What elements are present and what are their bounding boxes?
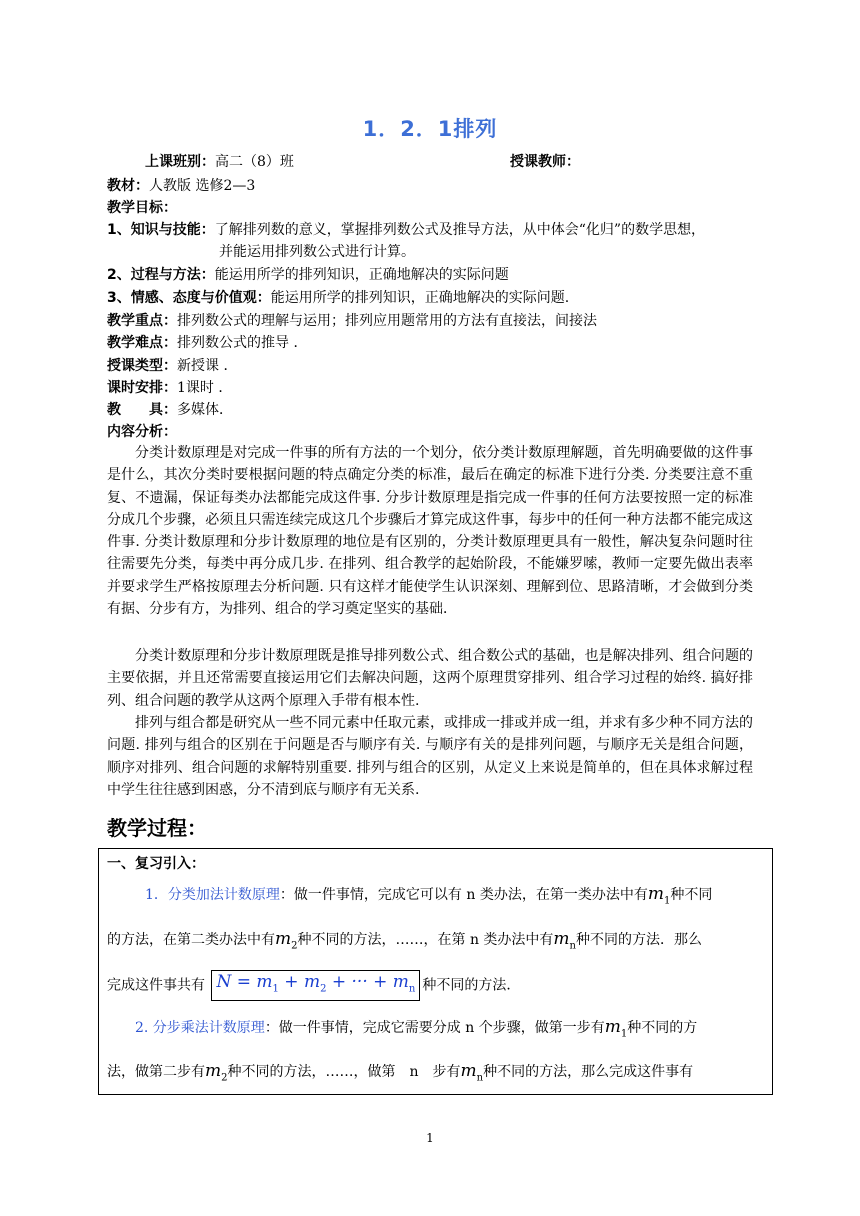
type-label: 授课类型： — [107, 358, 177, 374]
math-m1 — [647, 884, 671, 907]
p2-text-c: 法，做第二步有 — [107, 1064, 205, 1080]
teacher-label: 授课教师： — [510, 154, 580, 170]
analysis-paragraph-1: 分类计数原理是对完成一件事的所有方法的一个划分，依分类计数原理解题，首先明确要做的这件事是什么，其次分类时要根据问题的特点确定分类的标准，最后在确定的标准下进行分类. 分类要注意不重复、不遗漏，保证每类办法都能完成这件事. 分步计数原理是指完成一件事的任何方法要按照一定的标准分成几个步骤，必须且只需连续完成这几个步骤后才算完成这件事，每步中的任何一种方法都不能完成这件事. 分类计数原理和分步计数原理的地位是有区别的，分类计数原理更具有一般性，解决复杂问题时往往需要先分类，每类中再分成几步. 在排列、组合教学的起始阶段，不能嫌罗嗦，教师一定要先做出表率并要求学生严格按原理去分析问题. 只有这样才能使学生认识深刻、理解到位、思路清晰，才会做到分类有据、分步有方，为排列、组合的学习奠定坚实的基础． — [107, 445, 753, 618]
class-info — [145, 152, 294, 172]
review-box — [98, 848, 773, 1095]
math-m1-sub: 1 — [663, 895, 671, 907]
formula-m2-var: m — [303, 972, 321, 992]
math-mn — [553, 929, 576, 952]
formula-plus1: + — [278, 972, 304, 992]
p1-text-f: 完成这件事共有 — [107, 977, 205, 994]
hours-label: 课时安排： — [107, 380, 177, 396]
p1-text-g: 种不同的方法． — [422, 977, 521, 994]
goal1-label: 1、知识与技能： — [107, 222, 215, 238]
type-row — [107, 356, 237, 376]
formula-m1-sub: 1 — [272, 983, 279, 995]
p1-principle-name: 分类加法计数原理 — [167, 887, 280, 903]
review-p2-line2 — [107, 1061, 693, 1088]
goal2-label: 2、过程与方法： — [107, 267, 215, 283]
math-m2-sub: 2 — [291, 940, 298, 952]
review-p1-line2 — [107, 929, 702, 956]
p2-math-m1-sub: 1 — [620, 1028, 628, 1040]
p2-principle-name: 2. 分步乘法计数原理 — [135, 1020, 265, 1036]
math-mn-var: m — [553, 929, 570, 949]
formula-mn-sub: n — [408, 983, 416, 995]
p2-math-m2-sub: 2 — [221, 1072, 228, 1084]
p2-math-mn-sub: n — [476, 1072, 484, 1084]
document-title: 1．2．1排列 — [362, 117, 498, 141]
formula-m1 — [256, 972, 279, 995]
goal2-row — [107, 265, 509, 285]
formula-N: N — [216, 972, 232, 992]
p2-math-m2-var: m — [205, 1061, 222, 1081]
difficulty-text: 排列数公式的推导 ． — [177, 335, 308, 351]
textbook-row — [107, 176, 255, 196]
math-m1-var: m — [647, 884, 664, 904]
formula-plus3: + — [367, 972, 393, 992]
formula-dots: ··· — [351, 972, 368, 992]
tools-text: 多媒体． — [177, 402, 233, 418]
p1-text-e: 种不同的方法．那么 — [576, 932, 702, 948]
process-title: 教学过程： — [107, 816, 207, 840]
textbook-value: 人教版 选修2—3 — [149, 178, 256, 194]
tools-row — [107, 400, 233, 420]
goal1-line2: 并能运用排列数公式进行计算。 — [219, 244, 415, 260]
p2-text-a: ：做一件事情，完成它需要分成 n 个步骤，做第一步有 — [264, 1020, 605, 1036]
goal1-row — [107, 220, 705, 240]
keypoint-text: 排列数公式的理解与运用；排列应用题常用的方法有直接法，间接法 — [177, 313, 597, 329]
tools-label: 教 具： — [107, 402, 177, 418]
analysis-label: 内容分析： — [107, 424, 177, 440]
type-text: 新授课 ． — [177, 358, 238, 374]
review-p2-line1 — [135, 1017, 697, 1044]
review-heading: 一、复习引入： — [107, 856, 205, 872]
math-m2 — [275, 929, 298, 952]
formula-m1-var: m — [256, 972, 273, 992]
keypoint-label: 教学重点： — [107, 313, 177, 329]
p2-text-d: 种不同的方法，……，做第 n 步有 — [227, 1064, 461, 1080]
review-p1-line1 — [145, 884, 712, 911]
goal3-row — [107, 288, 569, 308]
goal2-text: 能运用所学的排列知识，正确地解决的实际问题 — [214, 267, 509, 283]
p1-text-c: 的方法，在第二类办法中有 — [107, 932, 275, 948]
textbook-label: 教材： — [107, 178, 149, 194]
p2-text-b: 种不同的方 — [627, 1020, 698, 1036]
math-m2-var: m — [275, 929, 292, 949]
analysis-paragraph-2: 分类计数原理和分步计数原理既是推导排列数公式、组合数公式的基础，也是解决排列、组合问题的主要依据，并且还常需要直接运用它们去解决问题，这两个原理贯穿排列、组合学习过程的始终. 搞好排列、组合问题的教学从这两个原理入手带有根本性. — [107, 648, 753, 709]
review-p1-line3 — [107, 970, 520, 1001]
class-label: 上课班别： — [145, 154, 215, 170]
formula-mn — [392, 972, 416, 995]
p1-text-a: ：做一件事情，完成它可以有 n 类办法，在第一类办法中有 — [279, 887, 648, 903]
difficulty-row — [107, 333, 307, 353]
formula-eq: = — [231, 972, 257, 992]
math-mn-sub: n — [569, 940, 576, 952]
sum-formula — [211, 970, 420, 1001]
p2-math-mn — [460, 1061, 484, 1084]
analysis-paragraph-3: 排列与组合都是研究从一些不同元素中任取元素，或排成一排或并成一组，并求有多少种不同方法的问题. 排列与组合的区别在于问题是否与顺序有关. 与顺序有关的是排列问题，与顺序无关是组合问题，顺序对排列、组合问题的求解特别重要. 排列与组合的区别，从定义上来说是简单的，但在具体求解过程中学生往往感到困惑，分不清到底与顺序有无关系. — [107, 715, 753, 798]
p1-text-b: 种不同 — [670, 887, 713, 903]
difficulty-label: 教学难点： — [107, 335, 177, 351]
class-value: 高二（8）班 — [215, 154, 294, 170]
hours-row — [107, 378, 232, 398]
p2-math-m2 — [205, 1061, 228, 1084]
p2-math-m1 — [604, 1017, 628, 1040]
hours-text: 1课时 ． — [177, 380, 233, 396]
p1-number: 1． — [145, 887, 168, 903]
formula-mn-var: m — [392, 972, 409, 992]
goal3-text: 能运用所学的排列知识，正确地解决的实际问题. — [270, 290, 570, 306]
goal3-label: 3、情感、态度与价值观： — [107, 290, 271, 306]
goals-label: 教学目标： — [107, 200, 177, 216]
p2-text-e: 种不同的方法，那么完成这件事有 — [483, 1064, 694, 1080]
goal1-line1: 了解排列数的意义，掌握排列数公式及推导方法，从中体会“化归”的数学思想， — [214, 222, 706, 238]
p1-text-d: 种不同的方法，……，在第 n 类办法中有 — [297, 932, 554, 948]
formula-m2-sub: 2 — [320, 983, 327, 995]
formula-plus2: + — [326, 972, 352, 992]
page-number: 1 — [426, 1131, 434, 1145]
p2-math-m1-var: m — [604, 1017, 621, 1037]
keypoint-row — [107, 311, 597, 331]
p2-math-mn-var: m — [460, 1061, 477, 1081]
formula-m2 — [303, 972, 327, 995]
